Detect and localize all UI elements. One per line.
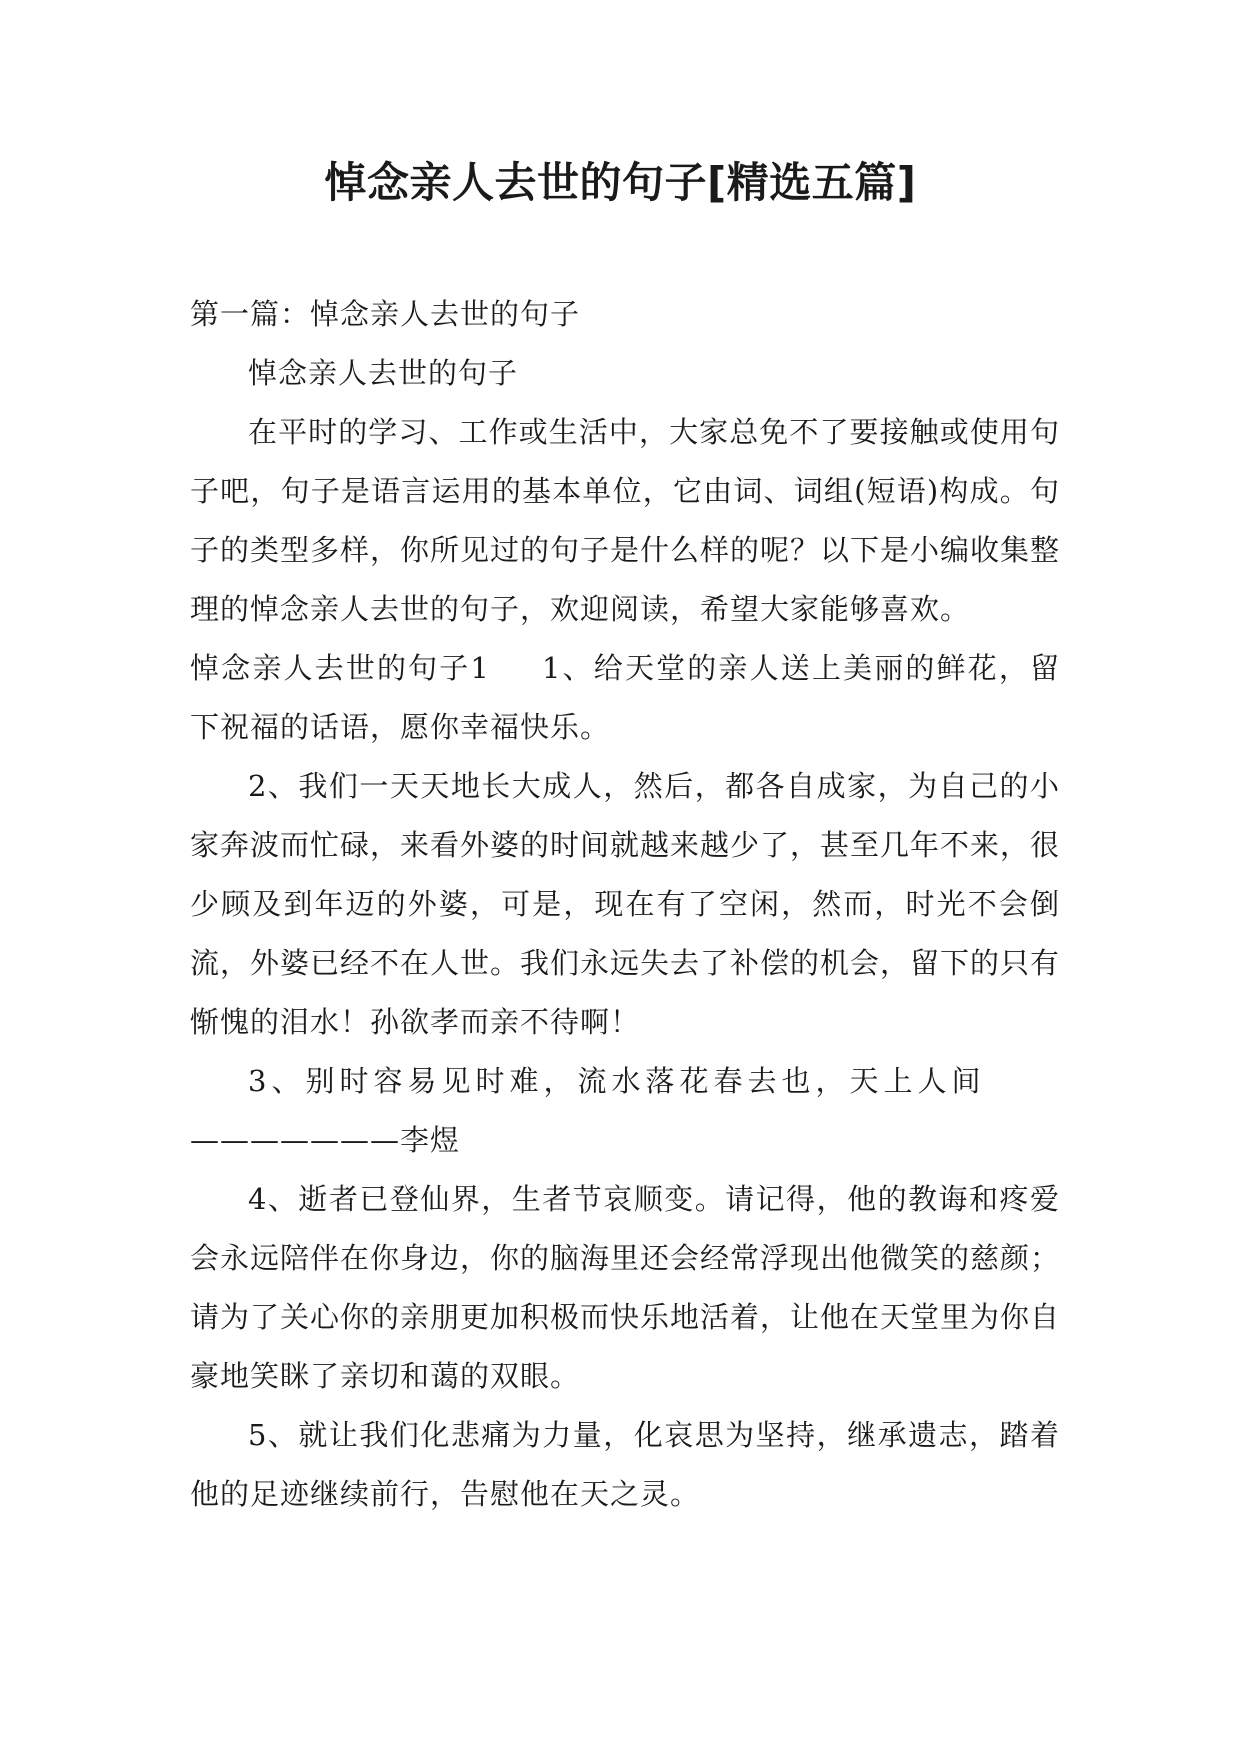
item-5: 5、就让我们化悲痛为力量，化哀思为坚持，继承遗志，踏着他的足迹继续前行，告慰他在天之灵。 (190, 1418, 1060, 1511)
item-4: 4、逝者已登仙界，生者节哀顺变。请记得，他的教诲和疼爱会永远陪伴在你身边，你的脑海里还会经常浮现出他微笑的慈颜；请为了关心你的亲朋更加积极而快乐地活着，让他在天堂里为你自豪地笑眯了亲切和蔼的双眼。 (190, 1182, 1061, 1393)
document-body (190, 285, 1060, 1524)
item-3-attribution: ———————李煜 (190, 1123, 461, 1157)
item-1: 1、给天堂的亲人送上美丽的鲜花，留下祝福的话语，愿你幸福快乐。 (190, 651, 1060, 744)
section-heading: 第一篇：悼念亲人去世的句子 (190, 297, 581, 331)
group-label: 悼念亲人去世的句子1 (190, 651, 490, 685)
item-1-paragraph (190, 639, 1060, 757)
subtitle: 悼念亲人去世的句子 (248, 356, 519, 390)
item-3: 3、别时容易见时难，流水落花春去也，天上人间 (248, 1064, 986, 1098)
item-2: 2、我们一天天地长大成人，然后，都各自成家，为自己的小家奔波而忙碌，来看外婆的时间就越来越少了，甚至几年不来，很少顾及到年迈的外婆，可是，现在有了空闲，然而，时光不会倒流，外婆已经不在人世。我们永远失去了补偿的机会，留下的只有惭愧的泪水！孙欲孝而亲不待啊！ (190, 769, 1061, 1039)
intro-paragraph: 在平时的学习、工作或生活中，大家总免不了要接触或使用句子吧，句子是语言运用的基本单位，它由词、词组(短语)构成。句子的类型多样，你所见过的句子是什么样的呢？以下是小编收集整理的悼念亲人去世的句子，欢迎阅读，希望大家能够喜欢。 (190, 415, 1061, 626)
document-title: 悼念亲人去世的句子[精选五篇] (324, 158, 917, 207)
